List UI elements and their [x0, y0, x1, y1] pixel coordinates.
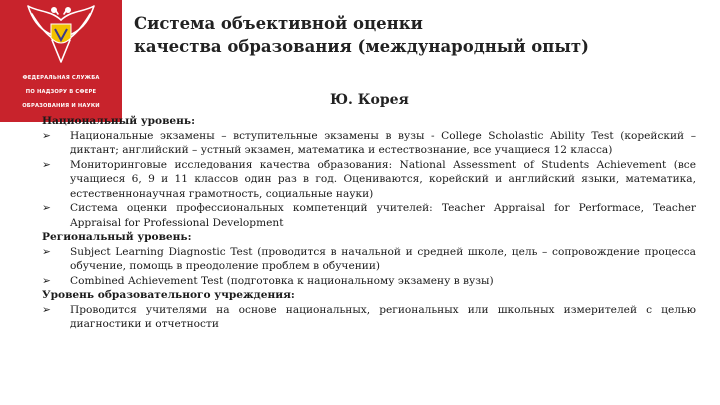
double-headed-eagle-emblem-icon	[18, 2, 104, 68]
list-item	[42, 201, 696, 230]
slide-title	[134, 12, 694, 58]
list-item-text: Проводится учителями на основе национальных, региональных или школьных измерителей с целью диагностики и отчетности	[70, 303, 696, 330]
agency-line-1: ФЕДЕРАЛЬНАЯ СЛУЖБА	[22, 75, 100, 81]
list-item	[42, 158, 696, 202]
slide-subtitle: Ю. Корея	[330, 92, 409, 108]
slide-title-line-1: Система объективной оценки	[134, 14, 423, 33]
slide-body	[42, 114, 696, 332]
arrow-bullet-icon: ➢	[42, 303, 51, 316]
list-item-text: Мониторинговые исследования качества образования: National Assessment of Students Achievement (все учащиеся 6, 9 и 11 классов один раз в год. Оцениваются, корейский и английский языки, математика, естественнонаучная грамотность, социальные науки)	[70, 158, 696, 200]
agency-line-3: ОБРАЗОВАНИЯ И НАУКИ	[22, 103, 100, 109]
list-item-text: Система оценки профессиональных компетенций учителей: Teacher Appraisal for Performace, Teacher Appraisal for Professional Development	[70, 202, 696, 229]
agency-name	[0, 71, 122, 113]
slide-title-line-2: качества образования (международный опыт)	[134, 37, 589, 56]
arrow-bullet-icon: ➢	[42, 245, 51, 258]
list-item	[42, 303, 696, 332]
arrow-bullet-icon: ➢	[42, 274, 51, 287]
arrow-bullet-icon: ➢	[42, 129, 51, 142]
list-item-text: Combined Achievement Test (подготовка к национальному экзамену в вузы)	[70, 274, 494, 287]
list-item	[42, 129, 696, 158]
list-item	[42, 245, 696, 274]
agency-logo-panel	[0, 0, 122, 122]
agency-line-2: ПО НАДЗОРУ В СФЕРЕ	[25, 89, 97, 95]
arrow-bullet-icon: ➢	[42, 158, 51, 171]
list-item-text: Subject Learning Diagnostic Test (проводится в начальной и средней школе, цель – сопровождение процесса обучение, помощь в преодоление проблем в обучении)	[70, 245, 696, 272]
section-heading-national: Национальный уровень:	[42, 115, 196, 127]
section-heading-school: Уровень образовательного учреждения:	[42, 289, 295, 301]
list-item-text: Национальные экзамены – вступительные экзамены в вузы - College Scholastic Ability Test (корейский – диктант; английский – устный экзамен, математика и естествознание, все учащиеся 12 класса)	[70, 129, 696, 156]
list-item	[42, 274, 696, 289]
arrow-bullet-icon: ➢	[42, 202, 51, 214]
section-heading-regional: Региональный уровень:	[42, 231, 192, 243]
